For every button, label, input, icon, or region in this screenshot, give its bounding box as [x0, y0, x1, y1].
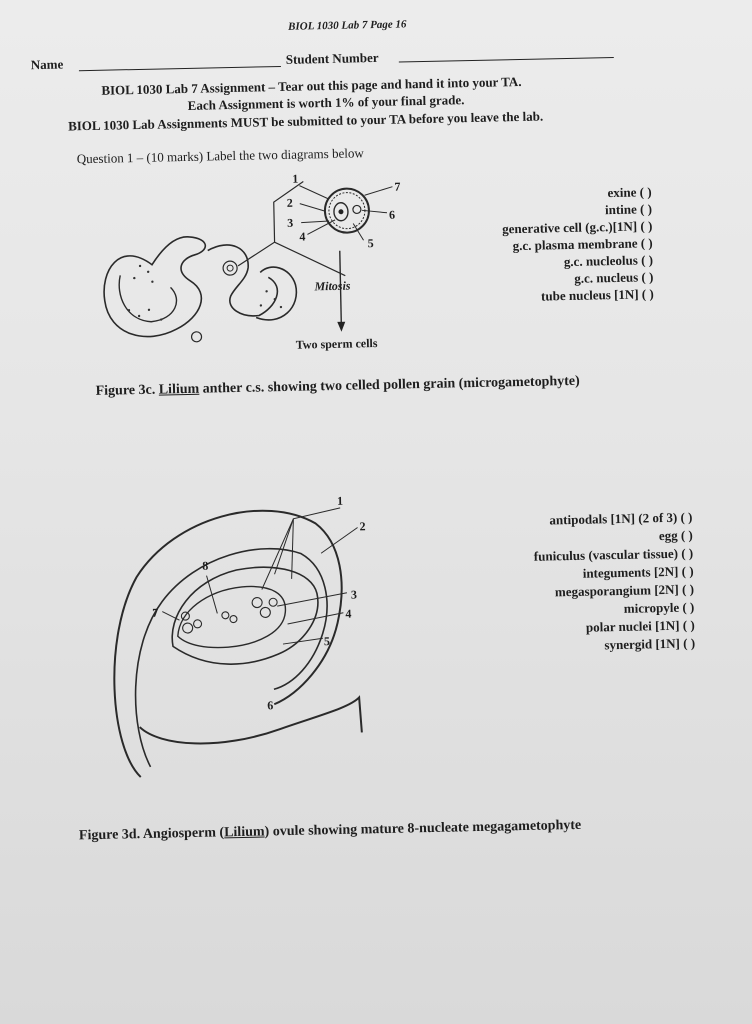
fig3c-label-gc-nucleus: g.c. nucleus ( ) [574, 269, 654, 286]
ovule-number-7: 7 [152, 605, 159, 620]
fig3c-label-gc-nucleolus: g.c. nucleolus ( ) [563, 252, 654, 270]
outer-integument [111, 509, 346, 778]
ovule-number-8: 8 [202, 558, 209, 573]
fig3d-label-polar-nuclei: polar nuclei [1N] ( ) [585, 617, 695, 635]
label-number-2: 2 [286, 195, 293, 210]
caption-genus: Lilium [223, 824, 265, 841]
figure-3c-caption: Figure 3c. Lilium anther c.s. showing two celled pollen grain (microgametophyte) [95, 373, 580, 399]
anther-lobe-right [208, 244, 278, 317]
fig3d-label-antipodals: antipodals [1N] (2 of 3) ( ) [549, 509, 693, 528]
fig3d-label-micropyle: micropyle ( ) [623, 599, 695, 616]
fig3c-label-intine: intine ( ) [604, 201, 653, 218]
anther-diagram [88, 164, 422, 361]
ovule-number-6: 6 [267, 698, 274, 713]
sperm-cells-label: Two sperm cells [295, 336, 378, 352]
embryo-sac [177, 586, 286, 649]
label-number-4: 4 [299, 229, 306, 244]
label-number-1: 1 [292, 171, 299, 186]
label-number-6: 6 [388, 207, 396, 222]
instruction-line-1: BIOL 1030 Lab 7 Assignment – Tear out this page and hand it into your TA. [101, 73, 522, 98]
fig3d-label-egg: egg ( ) [658, 527, 693, 544]
label-number-5: 5 [367, 236, 374, 251]
label-number-3: 3 [287, 215, 294, 230]
fig3d-label-funiculus: funiculus (vascular tissue) ( ) [533, 545, 694, 564]
ovule-number-1: 1 [336, 493, 344, 508]
caption-genus: Lilium [158, 381, 200, 398]
fig3d-label-integuments: integuments [2N] ( ) [582, 563, 694, 581]
ovule-diagram [95, 492, 401, 798]
student-number-label: Student Number [285, 49, 379, 67]
fig3c-label-generative-cell: generative cell (g.c.)[1N] ( ) [502, 218, 653, 237]
fig3c-label-tube-nucleus: tube nucleus [1N] ( ) [540, 286, 654, 304]
fig3c-label-gc-membrane: g.c. plasma membrane ( ) [512, 235, 653, 254]
name-field[interactable] [79, 66, 281, 71]
instruction-line-2: Each Assignment is worth 1% of your final grade. [187, 92, 465, 113]
fig3d-label-synergid: synergid [1N] ( ) [604, 635, 696, 653]
name-label: Name [30, 56, 64, 73]
mitosis-label: Mitosis [314, 278, 351, 294]
ovule-number-3: 3 [350, 587, 358, 602]
figure-3d-caption: Figure 3d. Angiosperm (Lilium) ovule showing mature 8-nucleate megagametophyte [78, 817, 582, 844]
ovule-number-4: 4 [345, 606, 352, 621]
label-number-7: 7 [394, 179, 401, 194]
megasporangium [171, 566, 319, 665]
instruction-line-3: BIOL 1030 Lab Assignments MUST be submitted to your TA before you leave the lab. [67, 108, 544, 134]
question-1: Question 1 – (10 marks) Label the two diagrams below [76, 145, 364, 167]
ovule-number-2: 2 [359, 519, 366, 534]
student-number-field[interactable] [399, 57, 614, 63]
ovule-number-5: 5 [323, 634, 331, 649]
fig3d-label-megasporangium: megasporangium [2N] ( ) [554, 581, 695, 600]
page-header: BIOL 1030 Lab 7 Page 16 [287, 18, 407, 33]
fig3c-label-exine: exine ( ) [607, 184, 652, 201]
